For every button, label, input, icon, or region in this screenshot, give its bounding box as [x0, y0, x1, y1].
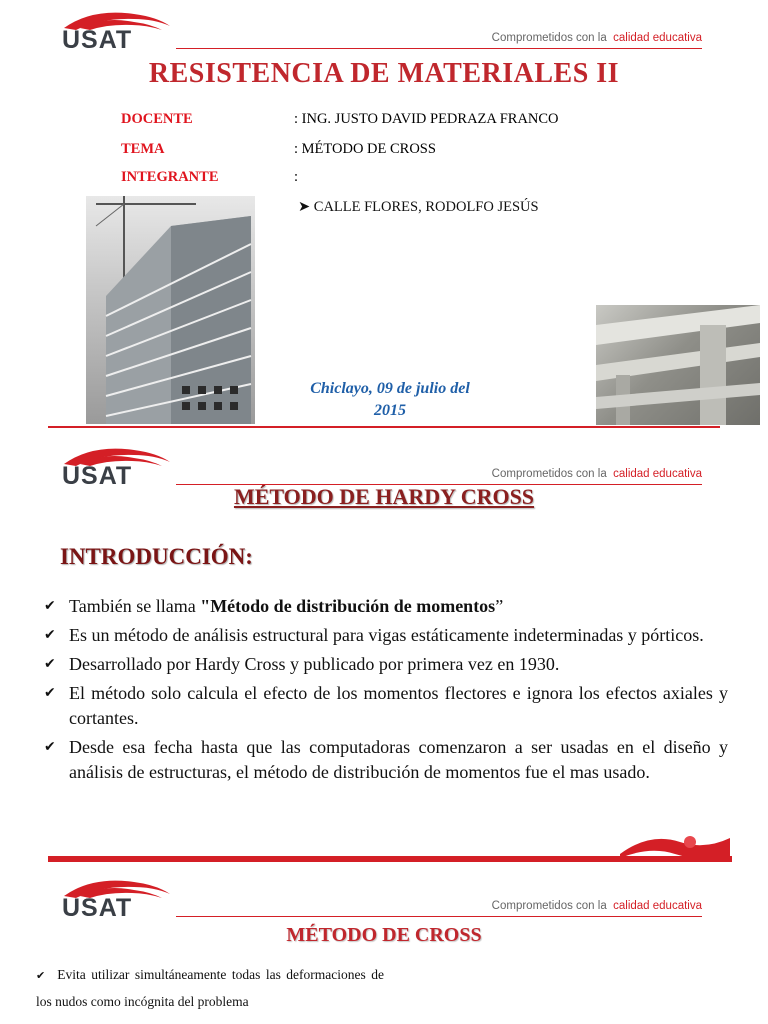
- footer-ribbon: [48, 856, 732, 862]
- section-heading: INTRODUCCIÓN:: [60, 544, 253, 569]
- check-icon: ✔: [44, 598, 56, 614]
- list-item: [44, 735, 728, 785]
- bullet-list: [44, 594, 728, 789]
- slide-introduction: [0, 436, 768, 866]
- tagline-accent: calidad educativa: [613, 32, 702, 44]
- section-title: MÉTODO DE CROSS: [286, 924, 482, 946]
- member-name: CALLE FLORES, RODOLFO JESÚS: [313, 199, 539, 215]
- slide-bottom-rule: [48, 426, 720, 428]
- header-rule: [176, 48, 702, 49]
- tagline-prefix: Comprometidos con la: [491, 900, 607, 912]
- usat-logo: [60, 878, 170, 920]
- slide-cross-method: [0, 868, 768, 1024]
- list-item: [44, 681, 728, 731]
- page-title: RESISTENCIA DE MATERIALES II: [148, 58, 620, 89]
- member-item: [298, 199, 539, 216]
- label-integrante: INTEGRANTE: [121, 169, 219, 185]
- tagline: [492, 900, 702, 912]
- arrow-right-icon: ➤: [298, 199, 311, 215]
- tagline: [492, 32, 702, 44]
- tagline-prefix: Comprometidos con la: [491, 468, 607, 480]
- check-icon: ✔: [44, 627, 56, 643]
- check-icon: ✔: [44, 685, 56, 701]
- beams-photo: [596, 305, 760, 425]
- logo-text: USAT: [62, 462, 133, 490]
- bullet-text-suffix: ”: [495, 596, 504, 616]
- bullet-text: También se llama: [69, 596, 201, 616]
- tagline: [492, 468, 702, 480]
- list-item: [44, 594, 728, 619]
- tagline-accent: calidad educativa: [613, 468, 702, 480]
- logo-text: USAT: [62, 26, 133, 54]
- logo-text: USAT: [62, 894, 133, 922]
- bullet-text: Desde esa fecha hasta que las computadoras comenzaron a ser usadas en el diseño y análisis de estructuras, el método de distribución de momentos fue el mas usado.: [69, 737, 728, 782]
- list-item: [44, 623, 728, 648]
- date-line-2: 2015: [374, 402, 406, 419]
- bullet-item: [36, 962, 384, 1015]
- check-icon: ✔: [36, 969, 46, 982]
- list-item: [44, 652, 728, 677]
- section-title: MÉTODO DE HARDY CROSS: [233, 484, 535, 509]
- slide-title: [0, 0, 768, 430]
- value-tema: : MÉTODO DE CROSS: [294, 141, 436, 157]
- bullet-bold-text: "Método de distribución de momentos: [200, 596, 496, 616]
- date-line-1: Chiclayo, 09 de julio del: [310, 380, 470, 397]
- usat-logo: [60, 446, 170, 488]
- value-docente: : ING. JUSTO DAVID PEDRAZA FRANCO: [294, 111, 559, 127]
- bullet-text: Es un método de análisis estructural para vigas estáticamente indeterminadas y pórticos.: [69, 625, 704, 645]
- header-rule: [176, 916, 702, 917]
- usat-logo: [60, 10, 170, 52]
- bullet-text: Desarrollado por Hardy Cross y publicado por primera vez en 1930.: [69, 654, 560, 674]
- check-icon: ✔: [44, 739, 56, 755]
- bullet-text: El método solo calcula el efecto de los momentos flectores e ignora los efectos axiales y cortantes.: [69, 683, 728, 728]
- value-integrante: :: [294, 169, 299, 185]
- bullet-text: Evita utilizar simultáneamente todas las deformaciones de los nudos como incógnita del problema: [36, 967, 384, 1009]
- label-docente: DOCENTE: [121, 111, 193, 127]
- building-photo: [86, 196, 255, 424]
- label-tema: TEMA: [121, 141, 165, 157]
- check-icon: ✔: [44, 656, 56, 672]
- tagline-accent: calidad educativa: [613, 900, 702, 912]
- tagline-prefix: Comprometidos con la: [491, 32, 607, 44]
